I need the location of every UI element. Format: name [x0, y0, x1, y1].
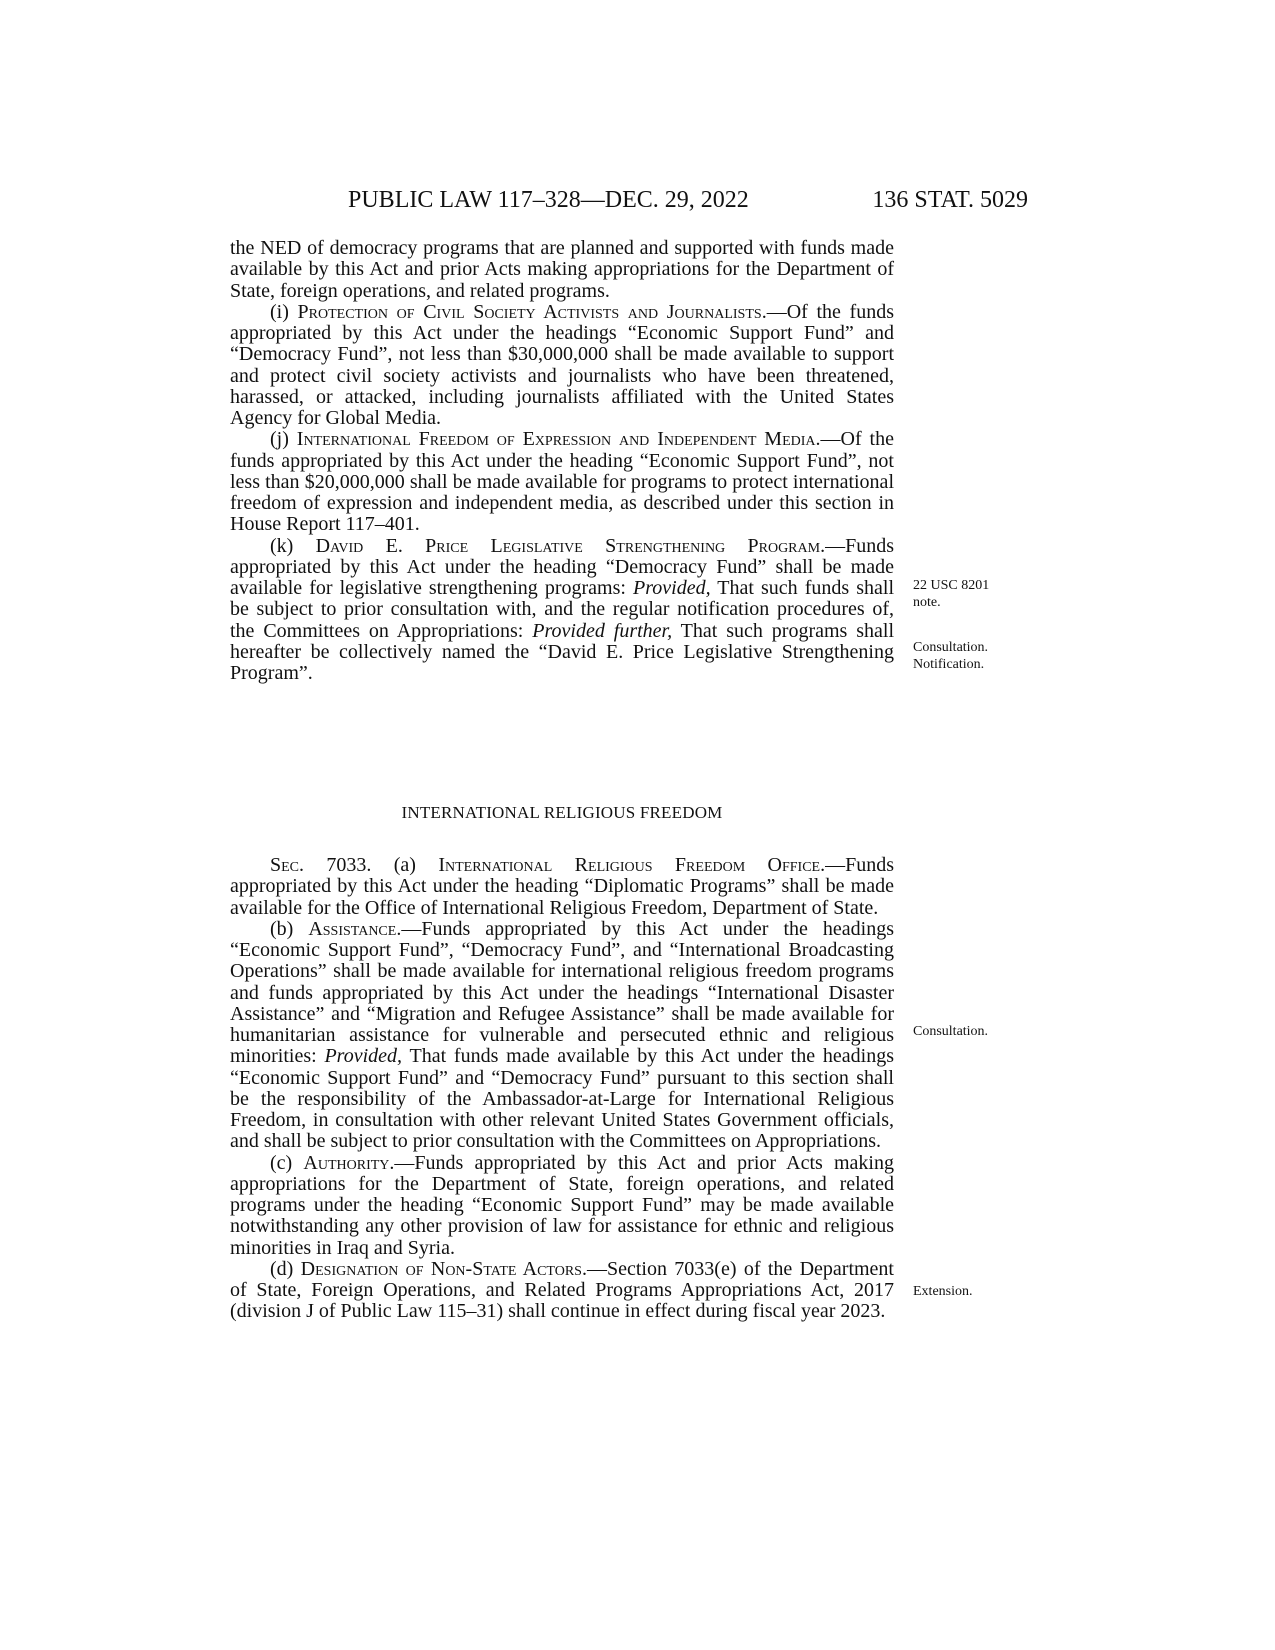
margin-note-consultation-notification: Consultation. Notification.: [913, 640, 989, 672]
paragraph-heading: Protection of Civil Society Activists and Journalists: [297, 300, 762, 323]
paragraph-j: (j) International Freedom of Expression and Independent Media.—Of the funds appropriated by this Act under the heading “Economic Support Fund”, not less than $20,000,000 shall be made available for programs to protect international freedom of expression and independent media, as described under this section in House Report 117–401.: [230, 428, 894, 536]
section-7033-b: (b) Assistance.—Funds appropriated by this Act under the headings “Economic Support Fund”, “Democracy Fund”, and “International Broadcasting Operations” shall be made available for international religious freedom programs and funds appropriated by this Act under the headings “International Disaster Assistance” and “Migration and Refugee Assistance” shall be made available for humanitarian assistance for vulnerable and persecuted ethnic and religious minorities: Provided, That funds made available by this Act under the headings “Economic Support Fund” and “Democracy Fund” pursuant to this section shall be the responsibility of the Ambassador-at-Large for International Religious Freedom, in consultation with other relevant United States Government officials, and shall be subject to prior consultation with the Committees on Appropriations.: [230, 917, 894, 1153]
section-7033-c: (c) Authority.—Funds appropriated by this Act and prior Acts making appropriations for the Department of State, foreign operations, and related programs under the heading “Economic Support Fund” may be made available notwithstanding any other provision of law for assistance for ethnic and religious minorities in Iraq and Syria.: [230, 1151, 894, 1259]
paragraph-heading: International Religious Freedom Office: [438, 854, 821, 876]
text-block-upper: [230, 238, 894, 684]
paragraph-heading: Designation of Non-State Actors: [300, 1257, 582, 1280]
paragraph-heading: David E. Price Legislative Strengthening Program: [315, 534, 821, 557]
paragraph-heading: International Freedom of Expression and Independent Media: [296, 428, 816, 451]
paragraph-k: (k) David E. Price Legislative Strengthening Program.—Funds appropriated by this Act under the heading “Democracy Fund” shall be made available for legislative strengthening programs: Provided, That such funds shall be subject to prior consultation with, and the regular notification procedures of, the Committees on Appropriations: Provided further, That such programs shall hereafter be collectively named the “David E. Price Legislative Strengthening Program”.: [230, 534, 895, 684]
margin-note-extension: Extension.: [913, 1284, 973, 1299]
law-title: PUBLIC LAW 117–328—DEC. 29, 2022: [348, 187, 749, 213]
text-block-lower: [230, 855, 894, 1323]
paragraph-heading: Authority: [303, 1151, 390, 1174]
paragraph-heading: Assistance: [308, 917, 397, 940]
paragraph-continuation: the NED of democracy programs that are planned and supported with funds made available by this Act and prior Acts making appropriations for the Department of State, foreign operations, and related programs.: [230, 237, 894, 302]
section-7033-d: (d) Designation of Non-State Actors.—Section 7033(e) of the Department of State, Foreign Operations, and Related Programs Appropriations Act, 2017 (division J of Public Law 115–31) shall continue in effect during fiscal year 2023.: [230, 1257, 894, 1323]
running-header: [228, 187, 1028, 217]
paragraph-i: (i) Protection of Civil Society Activists and Journalists.—Of the funds appropriated by this Act under the headings “Economic Support Fund” and “Democracy Fund”, not less than $30,000,000 shall be made available to support and protect civil society activists and journalists who have been threatened, harassed, or attacked, including journalists affiliated with the United States Agency for Global Media.: [230, 300, 894, 429]
page-number: 136 STAT. 5029: [872, 187, 1028, 213]
margin-note-consultation: Consultation.: [913, 1024, 989, 1039]
section-heading: INTERNATIONAL RELIGIOUS FREEDOM: [401, 803, 723, 822]
section-7033-a: Sec. 7033. (a) International Religious Freedom Office.—Funds appropriated by this Act under the heading “Diplomatic Programs” shall be made available for the Office of International Religious Freedom, Department of State.: [230, 854, 894, 919]
margin-note-usc: 22 USC 8201 note.: [913, 578, 990, 610]
